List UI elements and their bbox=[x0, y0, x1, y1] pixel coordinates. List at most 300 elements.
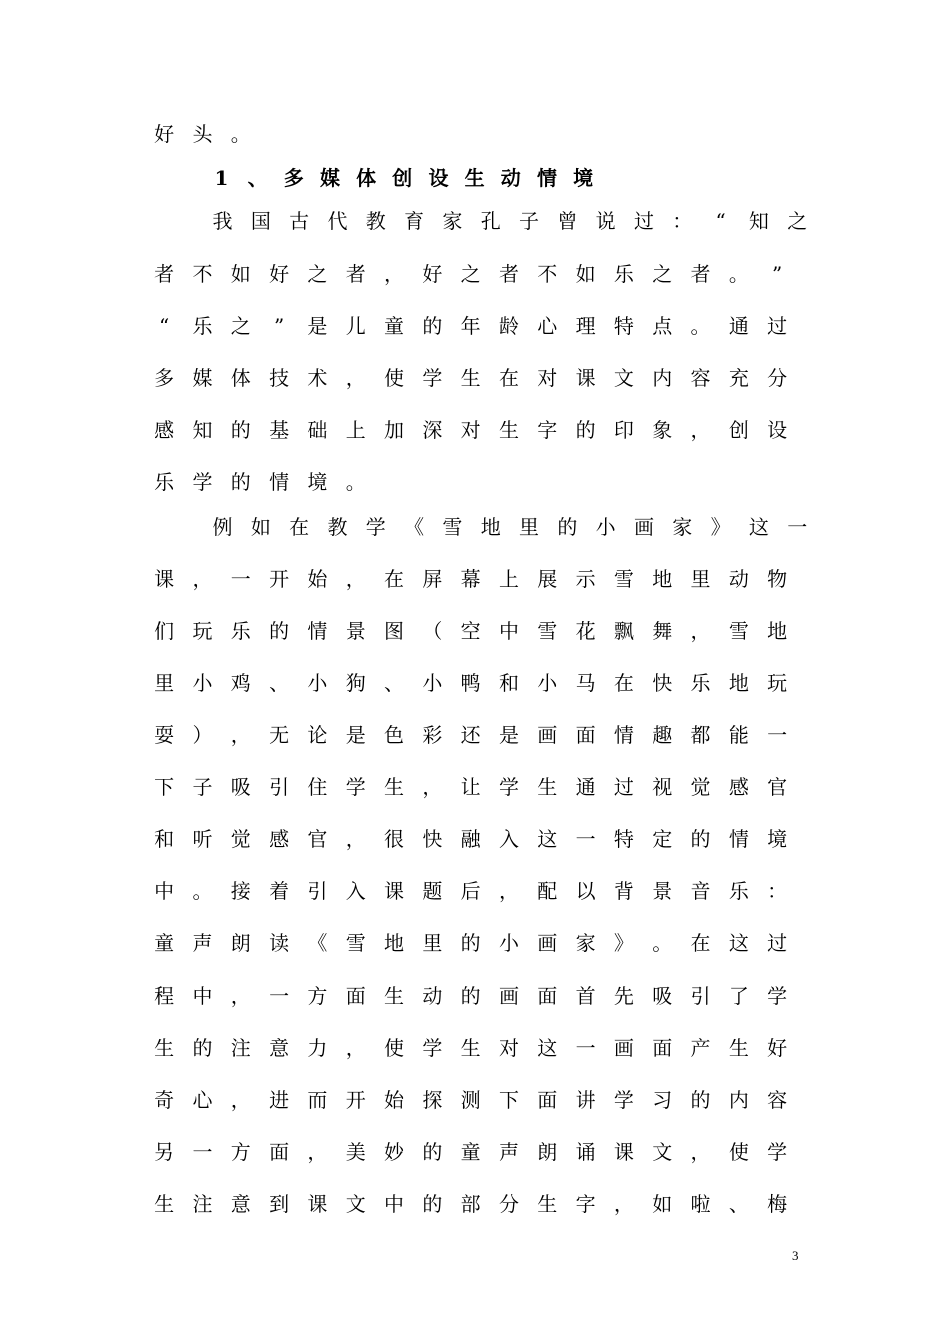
text-char: 内 bbox=[728, 1088, 749, 1112]
text-char: 象 bbox=[652, 418, 673, 442]
text-char: 这 bbox=[537, 827, 558, 851]
text-char: 育 bbox=[404, 209, 425, 233]
text-char: 雪 bbox=[613, 567, 634, 591]
text-line bbox=[145, 983, 805, 1009]
text-char: 小 bbox=[498, 931, 519, 955]
text-char: 声 bbox=[192, 931, 213, 955]
text-char: 础 bbox=[307, 418, 328, 442]
text-char: 入 bbox=[345, 879, 366, 903]
text-char: 情 bbox=[536, 166, 557, 190]
text-char: 里 bbox=[422, 931, 443, 955]
text-char: 以 bbox=[575, 879, 596, 903]
text-char: ， bbox=[345, 567, 366, 591]
text-char: 官 bbox=[767, 775, 788, 799]
text-char: 龄 bbox=[498, 314, 519, 338]
text-char: 美 bbox=[345, 1140, 366, 1164]
text-char: 好 bbox=[154, 122, 175, 146]
text-char: 生 bbox=[460, 366, 481, 390]
text-line bbox=[145, 121, 805, 147]
text-char: 的 bbox=[575, 418, 596, 442]
text-char: 到 bbox=[269, 1192, 290, 1216]
text-char: 课 bbox=[307, 1192, 328, 1216]
text-line bbox=[145, 1035, 805, 1061]
text-char: 字 bbox=[575, 1192, 596, 1216]
text-line bbox=[145, 826, 805, 852]
text-char: 感 bbox=[154, 418, 175, 442]
text-char: 马 bbox=[575, 671, 596, 695]
text-char: 们 bbox=[154, 619, 175, 643]
text-char: 讲 bbox=[575, 1088, 596, 1112]
text-line bbox=[145, 261, 805, 287]
text-char: 而 bbox=[307, 1088, 328, 1112]
text-char: 我 bbox=[212, 209, 233, 233]
text-char: 如 bbox=[652, 1192, 673, 1216]
text-char: 小 bbox=[307, 671, 328, 695]
text-char: 快 bbox=[652, 671, 673, 695]
text-char: 使 bbox=[384, 1036, 405, 1060]
text-line bbox=[145, 618, 805, 644]
text-char: 舞 bbox=[652, 619, 673, 643]
text-char: 快 bbox=[422, 827, 443, 851]
text-char: 色 bbox=[384, 723, 405, 747]
text-char: 地 bbox=[767, 619, 788, 643]
text-char: 一 bbox=[192, 1140, 213, 1164]
text-char: 面 bbox=[652, 1036, 673, 1060]
text-char: 代 bbox=[327, 209, 348, 233]
text-char: 如 bbox=[575, 262, 596, 286]
text-char: 动 bbox=[728, 567, 749, 591]
text-char: 。 bbox=[345, 470, 366, 494]
text-char: 配 bbox=[537, 879, 558, 903]
text-char: ： bbox=[767, 879, 788, 903]
text-char: 生 bbox=[728, 1036, 749, 1060]
text-char: 知 bbox=[748, 209, 769, 233]
text-char: ， bbox=[230, 984, 251, 1008]
text-char: 始 bbox=[384, 1088, 405, 1112]
text-char: 入 bbox=[498, 827, 519, 851]
text-char: 是 bbox=[498, 723, 519, 747]
text-char: 教 bbox=[365, 209, 386, 233]
text-char: 分 bbox=[498, 1192, 519, 1216]
text-char: 在 bbox=[613, 671, 634, 695]
text-char: “ bbox=[159, 314, 170, 338]
text-char: 童 bbox=[154, 931, 175, 955]
text-char: 学 bbox=[767, 984, 788, 1008]
text-char: ， bbox=[384, 262, 405, 286]
text-char: 乐 bbox=[728, 879, 749, 903]
text-char: 乐 bbox=[690, 671, 711, 695]
text-char: 始 bbox=[307, 567, 328, 591]
text-char: 之 bbox=[460, 262, 481, 286]
text-char: ， bbox=[498, 879, 519, 903]
text-char: 生 bbox=[498, 418, 519, 442]
text-char: 境 bbox=[307, 470, 328, 494]
text-char: 家 bbox=[672, 515, 693, 539]
text-char: 如 bbox=[230, 262, 251, 286]
text-char: 彩 bbox=[422, 723, 443, 747]
text-char: 的 bbox=[422, 1140, 443, 1164]
text-char: 鸡 bbox=[230, 671, 251, 695]
text-char: 子 bbox=[192, 775, 213, 799]
text-char: 、 bbox=[247, 166, 268, 190]
text-char: 文 bbox=[613, 366, 634, 390]
text-char: ， bbox=[613, 1192, 634, 1216]
text-char: 里 bbox=[519, 515, 539, 539]
text-char: 奇 bbox=[154, 1088, 175, 1112]
text-char: 课 bbox=[613, 1140, 634, 1164]
text-char: 学 bbox=[365, 515, 386, 539]
text-line bbox=[145, 878, 805, 904]
text-char: 着 bbox=[269, 879, 290, 903]
text-char: 生 bbox=[384, 984, 405, 1008]
text-char: 生 bbox=[460, 1036, 481, 1060]
text-char: 过 bbox=[613, 775, 634, 799]
text-char: 学 bbox=[422, 366, 443, 390]
text-char: 动 bbox=[500, 166, 521, 190]
text-char: 特 bbox=[613, 314, 634, 338]
text-char: 术 bbox=[307, 366, 328, 390]
text-char: ， bbox=[307, 1140, 328, 1164]
text-char: 加 bbox=[384, 418, 405, 442]
text-char: 者 bbox=[690, 262, 711, 286]
text-char: 乐 bbox=[230, 619, 251, 643]
text-char: 使 bbox=[384, 366, 405, 390]
text-char: 好 bbox=[767, 1036, 788, 1060]
text-char: 的 bbox=[460, 984, 481, 1008]
text-char: 一 bbox=[787, 515, 808, 539]
text-line bbox=[145, 722, 805, 748]
text-char: 者 bbox=[498, 262, 519, 286]
text-char: 梅 bbox=[767, 1192, 788, 1216]
text-char: 趣 bbox=[652, 723, 673, 747]
text-char: 在 bbox=[498, 366, 519, 390]
text-char: 知 bbox=[192, 418, 213, 442]
text-char: ” bbox=[273, 314, 285, 338]
text-char: ， bbox=[690, 418, 711, 442]
text-char: 生 bbox=[154, 1036, 175, 1060]
text-char: 的 bbox=[690, 1088, 711, 1112]
text-char: 这 bbox=[748, 515, 769, 539]
text-char: 通 bbox=[728, 314, 749, 338]
text-char: 吸 bbox=[652, 984, 673, 1008]
text-char: 下 bbox=[154, 775, 175, 799]
text-line bbox=[145, 208, 808, 234]
text-char: 好 bbox=[269, 262, 290, 286]
text-char: 面 bbox=[345, 984, 366, 1008]
text-char: 、 bbox=[728, 1192, 749, 1216]
text-char: 雪 bbox=[442, 515, 463, 539]
text-char: ： bbox=[672, 209, 693, 233]
text-char: 定 bbox=[652, 827, 673, 851]
text-char: 。 bbox=[690, 314, 711, 338]
text-char: 文 bbox=[345, 1192, 366, 1216]
text-char: 中 bbox=[192, 984, 213, 1008]
text-line bbox=[145, 417, 805, 443]
text-char: 部 bbox=[460, 1192, 481, 1216]
text-char: 如 bbox=[250, 515, 271, 539]
text-char: 开 bbox=[269, 567, 290, 591]
text-char: 印 bbox=[613, 418, 634, 442]
text-line bbox=[145, 313, 805, 339]
text-char: 对 bbox=[498, 1036, 519, 1060]
text-char: 设 bbox=[428, 166, 449, 190]
text-char: 乐 bbox=[192, 314, 213, 338]
text-char: 课 bbox=[154, 567, 175, 591]
text-char: 音 bbox=[690, 879, 711, 903]
text-char: 面 bbox=[537, 984, 558, 1008]
text-char: 内 bbox=[652, 366, 673, 390]
text-char: 。 bbox=[230, 122, 251, 146]
text-char: 的 bbox=[230, 470, 251, 494]
text-char: 的 bbox=[557, 515, 578, 539]
text-char: 的 bbox=[192, 1036, 213, 1060]
text-char: 示 bbox=[575, 567, 596, 591]
text-char: 》 bbox=[710, 515, 731, 539]
text-char: 年 bbox=[460, 314, 481, 338]
text-char: 一 bbox=[575, 1036, 596, 1060]
text-char: 的 bbox=[690, 827, 711, 851]
text-char: 觉 bbox=[230, 827, 251, 851]
text-char: 地 bbox=[728, 671, 749, 695]
text-char: 首 bbox=[575, 984, 596, 1008]
text-char: 小 bbox=[422, 671, 443, 695]
text-char: 了 bbox=[728, 984, 749, 1008]
text-char: 引 bbox=[690, 984, 711, 1008]
text-char: 创 bbox=[728, 418, 749, 442]
text-char: 点 bbox=[652, 314, 673, 338]
text-char: 之 bbox=[230, 314, 251, 338]
text-char: 下 bbox=[498, 1088, 519, 1112]
text-char: 分 bbox=[767, 366, 788, 390]
text-char: ， bbox=[345, 827, 366, 851]
text-char: 情 bbox=[307, 619, 328, 643]
text-char: 的 bbox=[460, 931, 481, 955]
text-char: 学 bbox=[192, 470, 213, 494]
text-char: 感 bbox=[269, 827, 290, 851]
text-char: 家 bbox=[575, 931, 596, 955]
text-char: 孔 bbox=[480, 209, 501, 233]
text-char: 多 bbox=[154, 366, 175, 390]
text-char: ） bbox=[192, 723, 213, 747]
text-char: 吸 bbox=[230, 775, 251, 799]
text-char: 情 bbox=[613, 723, 634, 747]
text-char: 无 bbox=[269, 723, 290, 747]
text-char: 朗 bbox=[230, 931, 251, 955]
text-char: 另 bbox=[154, 1140, 175, 1164]
text-char: 中 bbox=[384, 1192, 405, 1216]
text-char: 中 bbox=[498, 619, 519, 643]
text-char: 在 bbox=[384, 567, 405, 591]
text-char: 例 bbox=[212, 515, 233, 539]
text-char: 媒 bbox=[192, 366, 213, 390]
text-char: 情 bbox=[269, 470, 290, 494]
text-char: 之 bbox=[787, 209, 808, 233]
text-char: 容 bbox=[690, 366, 711, 390]
text-char: 题 bbox=[422, 879, 443, 903]
text-char: 都 bbox=[690, 723, 711, 747]
text-char: 动 bbox=[422, 984, 443, 1008]
text-char: ， bbox=[690, 619, 711, 643]
text-char: 、 bbox=[384, 671, 405, 695]
text-char: 很 bbox=[384, 827, 405, 851]
text-char: 国 bbox=[250, 209, 271, 233]
text-char: 乐 bbox=[613, 262, 634, 286]
text-line bbox=[145, 469, 805, 495]
text-char: 意 bbox=[269, 1036, 290, 1060]
text-char: 一 bbox=[767, 723, 788, 747]
text-char: 这 bbox=[728, 931, 749, 955]
text-char: 引 bbox=[307, 879, 328, 903]
text-char: ” bbox=[772, 262, 783, 286]
text-char: ， bbox=[230, 723, 251, 747]
text-char: ， bbox=[422, 775, 443, 799]
text-char: 好 bbox=[422, 262, 443, 286]
text-char: 说 bbox=[595, 209, 616, 233]
text-char: 《 bbox=[307, 931, 328, 955]
text-char: 里 bbox=[690, 567, 711, 591]
text-char: 程 bbox=[154, 984, 175, 1008]
text-char: 面 bbox=[269, 1140, 290, 1164]
text-char: 空 bbox=[460, 619, 481, 643]
text-char: 创 bbox=[392, 166, 413, 190]
text-char: 过 bbox=[633, 209, 654, 233]
text-char: 引 bbox=[269, 775, 290, 799]
text-char: 学 bbox=[422, 1036, 443, 1060]
text-char: 头 bbox=[192, 122, 213, 146]
text-char: 生 bbox=[537, 775, 558, 799]
text-char: 幕 bbox=[460, 567, 481, 591]
text-char: 读 bbox=[269, 931, 290, 955]
text-char: 方 bbox=[230, 1140, 251, 1164]
text-char: 面 bbox=[575, 723, 596, 747]
text-char: 《 bbox=[404, 515, 425, 539]
text-char: 背 bbox=[613, 879, 634, 903]
text-char: 一 bbox=[269, 984, 290, 1008]
text-char: 在 bbox=[690, 931, 711, 955]
text-char: 学 bbox=[345, 775, 366, 799]
text-char: 上 bbox=[498, 567, 519, 591]
text-char: 住 bbox=[307, 775, 328, 799]
text-char: 多 bbox=[283, 166, 304, 190]
text-char: 视 bbox=[652, 775, 673, 799]
text-char: 后 bbox=[460, 879, 481, 903]
text-char: 感 bbox=[728, 775, 749, 799]
text-char: 让 bbox=[460, 775, 481, 799]
text-char: 特 bbox=[613, 827, 634, 851]
text-char: 是 bbox=[307, 314, 328, 338]
text-char: ， bbox=[345, 1036, 366, 1060]
text-char: 的 bbox=[269, 619, 290, 643]
text-char: 的 bbox=[230, 418, 251, 442]
text-char: 进 bbox=[269, 1088, 290, 1112]
text-char: 花 bbox=[575, 619, 596, 643]
text-char: 啦 bbox=[690, 1192, 711, 1216]
text-char: 物 bbox=[767, 567, 788, 591]
text-char: 朗 bbox=[537, 1140, 558, 1164]
text-char: 儿 bbox=[345, 314, 366, 338]
text-char: 习 bbox=[652, 1088, 673, 1112]
text-char: 古 bbox=[289, 209, 310, 233]
text-char: 画 bbox=[537, 931, 558, 955]
text-char: 、 bbox=[269, 671, 290, 695]
text-char: ， bbox=[192, 567, 213, 591]
text-char: 面 bbox=[537, 1088, 558, 1112]
text-char: 中 bbox=[154, 879, 175, 903]
text-char: 基 bbox=[269, 418, 290, 442]
text-char: 是 bbox=[345, 723, 366, 747]
text-char: 画 bbox=[537, 723, 558, 747]
text-char: 教 bbox=[327, 515, 348, 539]
text-char: 过 bbox=[767, 314, 788, 338]
text-line bbox=[145, 365, 805, 391]
text-char: 听 bbox=[192, 827, 213, 851]
text-char: 画 bbox=[633, 515, 654, 539]
text-char: 景 bbox=[652, 879, 673, 903]
text-char: ， bbox=[230, 1088, 251, 1112]
text-char: 心 bbox=[537, 314, 558, 338]
text-char: 上 bbox=[345, 418, 366, 442]
text-char: 接 bbox=[230, 879, 251, 903]
text-char: 能 bbox=[728, 723, 749, 747]
text-char: 地 bbox=[652, 567, 673, 591]
text-char: 注 bbox=[230, 1036, 251, 1060]
text-char: 这 bbox=[537, 1036, 558, 1060]
text-char: 在 bbox=[289, 515, 310, 539]
text-char: 》 bbox=[613, 931, 634, 955]
text-char: 乐 bbox=[154, 470, 175, 494]
text-char: 体 bbox=[356, 166, 377, 190]
text-char: 通 bbox=[575, 775, 596, 799]
text-char: 雪 bbox=[537, 619, 558, 643]
text-char: 和 bbox=[154, 827, 175, 851]
text-char: 狗 bbox=[345, 671, 366, 695]
text-char: 心 bbox=[192, 1088, 213, 1112]
text-char: 生 bbox=[537, 1192, 558, 1216]
text-char: 不 bbox=[192, 262, 213, 286]
text-char: 一 bbox=[575, 827, 596, 851]
text-char: 鸭 bbox=[460, 671, 481, 695]
text-char: 情 bbox=[728, 827, 749, 851]
text-char: 设 bbox=[767, 418, 788, 442]
text-char: 对 bbox=[460, 418, 481, 442]
text-char: 课 bbox=[384, 879, 405, 903]
text-char: 之 bbox=[652, 262, 673, 286]
text-char: 技 bbox=[269, 366, 290, 390]
text-char: 充 bbox=[728, 366, 749, 390]
text-char: 。 bbox=[728, 262, 749, 286]
text-char: 开 bbox=[345, 1088, 366, 1112]
text-char: 生 bbox=[464, 166, 485, 190]
text-char: 画 bbox=[613, 1036, 634, 1060]
text-char: 。 bbox=[192, 879, 213, 903]
text-char: 小 bbox=[537, 671, 558, 695]
text-char: 对 bbox=[537, 366, 558, 390]
text-char: 曾 bbox=[557, 209, 578, 233]
text-char: 产 bbox=[690, 1036, 711, 1060]
text-char: 小 bbox=[595, 515, 616, 539]
text-char: 地 bbox=[384, 931, 405, 955]
text-line bbox=[145, 514, 808, 540]
text-char: 者 bbox=[154, 262, 175, 286]
text-char: 的 bbox=[422, 1192, 443, 1216]
text-char: 小 bbox=[192, 671, 213, 695]
text-char: 里 bbox=[154, 671, 175, 695]
text-char: 境 bbox=[573, 166, 594, 190]
text-char: 雪 bbox=[345, 931, 366, 955]
text-line bbox=[145, 930, 805, 956]
text-char: 容 bbox=[767, 1088, 788, 1112]
text-char: 屏 bbox=[422, 567, 443, 591]
